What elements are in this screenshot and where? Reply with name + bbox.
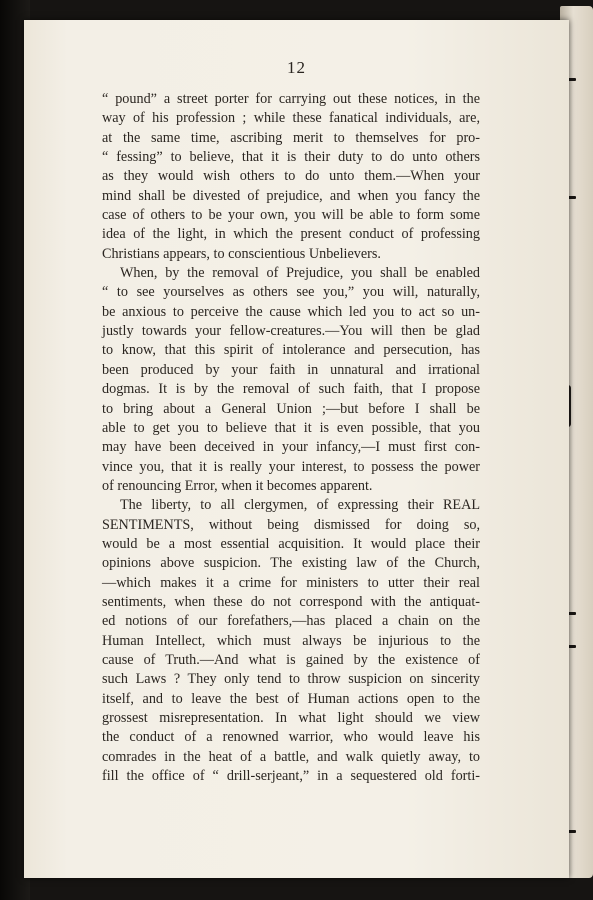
text-line: such Laws ? They only tend to throw suspicion on sincerity (102, 671, 480, 688)
text-line: Christians appears, to conscientious Unbelievers. (102, 245, 381, 262)
text-line: “ fessing” to believe, that it is their duty to do unto others (102, 149, 480, 166)
book-page (24, 20, 569, 878)
text-line: Human Intellect, which must always be injurious to the (102, 632, 480, 649)
text-line: itself, and to leave the best of Human actions open to the (102, 690, 480, 707)
body-text (102, 90, 480, 786)
text-line: of renouncing Error, when it becomes apparent. (102, 477, 373, 494)
text-line: the conduct of a renowned warrior, who would leave his (102, 729, 480, 746)
text-line: idea of the light, in which the present conduct of professing (102, 226, 480, 243)
text-line: able to get you to believe that it is even possible, that you (102, 419, 480, 436)
text-line: way of his profession ; while these fanatical individuals, are, (102, 110, 480, 127)
text-line: comrades in the heat of a battle, and walk quietly away, to (102, 748, 480, 765)
text-line: would be a most essential acquisition. It would place their (102, 535, 480, 552)
text-line: mind shall be divested of prejudice, and when you fancy the (102, 187, 480, 204)
text-line: SENTIMENTS, without being dismissed for doing so, (102, 516, 480, 533)
text-line: may have been deceived in your infancy,—I must first con- (102, 439, 480, 456)
text-line: to bring about a General Union ;—but before I shall be (102, 400, 480, 417)
text-line: justly towards your fellow-creatures.—You will then be glad (102, 323, 480, 340)
text-line: vince you, that it is really your interest, to possess the power (102, 458, 480, 475)
text-line: ed notions of our forefathers,—has placed a chain on the (102, 613, 480, 630)
text-line: case of others to be your own, you will be able to form some (102, 207, 480, 224)
text-line: The liberty, to all clergymen, of expressing their REAL (120, 497, 480, 514)
text-line: grossest misrepresentation. In what light should we view (102, 710, 480, 726)
text-line: to know, that this spirit of intolerance and persecution, has (102, 342, 480, 359)
text-line: opinions above suspicion. The existing law of the Church, (102, 555, 480, 572)
text-line: as they would wish others to do unto them.—When your (102, 168, 480, 185)
text-line: at the same time, ascribing merit to themselves for pro- (102, 129, 480, 146)
text-line: “ to see yourselves as others see you,” you will, naturally, (102, 284, 480, 301)
text-line: sentiments, when these do not correspond with the antiquat- (102, 593, 480, 610)
text-line: cause of Truth.—And what is gained by the existence of (102, 651, 480, 668)
text-line: fill the office of “ drill-serjeant,” in a sequestered old forti- (102, 768, 480, 785)
text-line: dogmas. It is by the removal of such faith, that I propose (102, 381, 480, 398)
page-number: 12 (287, 58, 306, 77)
text-line: be anxious to perceive the cause which led you to act so un- (102, 303, 480, 320)
text-line: When, by the removal of Prejudice, you shall be enabled (120, 265, 480, 282)
text-line: been produced by your faith in unnatural and irrational (102, 361, 480, 378)
text-line: “ pound” a street porter for carrying out these notices, in the (102, 91, 480, 107)
text-line: —which makes it a crime for ministers to utter their real (102, 574, 480, 591)
